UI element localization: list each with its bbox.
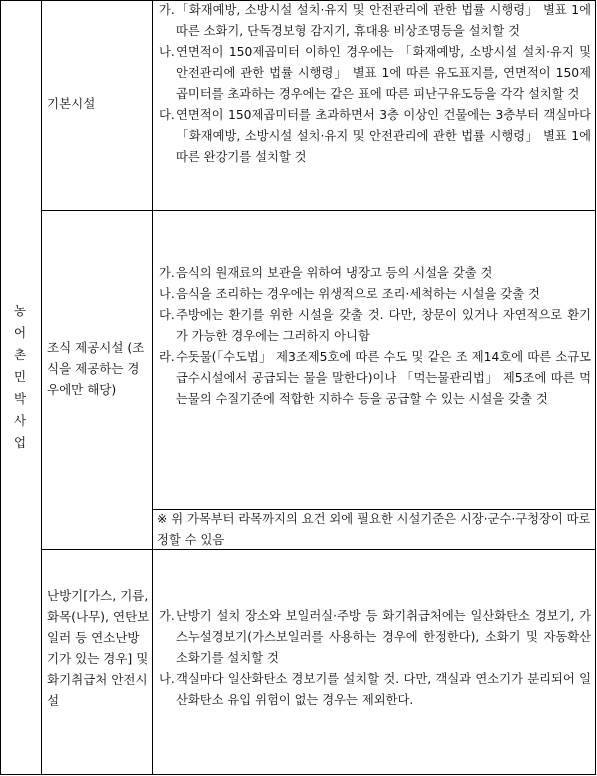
supplementary-note: ※ 위 가목부터 라목까지의 요건 외에 필요한 시설기준은 시장·군수·구청장이 따로 정할 수 있음 — [157, 512, 591, 547]
item-text: 수돗물(「수도법」 제3조제5호에 따른 수도 및 같은 조 제14호에 따른 소규모급수시설에서 공급되는 물을 말한다)이나 「먹는물관리법」 제5조에 따른 먹는물의 수질기준에 적합한 지하수 등을 공급할 수 있는 시설을 갖출 것 — [176, 350, 591, 406]
section-title-char: 박 — [13, 391, 27, 406]
item-text: 음식을 조리하는 경우에는 위생적으로 조리·세척하는 시설을 갖출 것 — [176, 287, 540, 301]
list-item — [159, 347, 591, 410]
list-item — [159, 606, 591, 669]
item-marker: 가. — [159, 266, 175, 280]
section-title-char: 사 — [13, 413, 27, 428]
item-text: 난방기 설치 장소와 보일러실·주방 등 화기취급처에는 일산화탄소 경보기, 가스누설경보기(가스보일러를 사용하는 경우에 한정한다), 소화기 및 자동확산소화기를 설치할 것 — [176, 609, 591, 665]
list-item — [159, 305, 591, 347]
section-title-char: 민 — [13, 369, 27, 384]
category-heating-safety: 난방기[가스, 기름, 화목(나무), 연탄보일러 등 연소난방기가 있는 경우] 및 화기취급처 안전시설 — [47, 588, 150, 708]
category-breakfast-facilities: 조식 제공시설 (조식을 제공하는 경우에만 해당) — [47, 340, 145, 397]
table-border-right — [595, 1, 596, 774]
column-divider — [41, 1, 42, 774]
row-divider — [41, 210, 596, 211]
item-text: 연면적이 150제곱미터 이하인 경우에는 「화재예방, 소방시설 설치·유지 및 안전관리에 관한 법률 시행령」 별표 1에 따른 유도표지를, 연면적이 150제곱미터를 초과하는 경우에는 같은 표에 따른 피난구유도등을 각각 설치할 것 — [176, 45, 591, 101]
section-title-char: 촌 — [13, 347, 27, 362]
breakfast-facilities-items — [159, 263, 591, 410]
column-divider — [152, 1, 153, 774]
table-border-left — [0, 1, 1, 774]
list-item — [159, 105, 591, 168]
item-marker: 나. — [159, 672, 175, 686]
item-marker: 가. — [159, 3, 175, 17]
list-item — [159, 0, 591, 42]
heating-safety-items — [159, 606, 591, 711]
item-text: 객실마다 일산화탄소 경보기를 설치할 것. 다만, 객실과 연소기가 분리되어 일산화탄소 유입 위험이 없는 경우는 제외한다. — [176, 672, 591, 707]
basic-facilities-items — [159, 0, 591, 168]
item-marker: 다. — [159, 108, 175, 122]
list-item — [159, 42, 591, 105]
item-text: 연면적이 150제곱미터를 초과하면서 3층 이상인 건물에는 3층부터 객실마다 「화재예방, 소방시설 설치·유지 및 안전관리에 관한 법률 시행령」 별표 1에 따른 완강기를 설치할 것 — [176, 108, 591, 164]
item-marker: 나. — [159, 45, 175, 59]
category-basic-facilities: 기본시설 — [47, 96, 96, 111]
item-text: 「화재예방, 소방시설 설치·유지 및 안전관리에 관한 법률 시행령」 별표 1에 따른 소화기, 단독경보형 감지기, 휴대용 비상조명등을 설치할 것 — [176, 3, 591, 38]
section-title-char: 업 — [13, 435, 27, 450]
section-title-char: 농 — [13, 303, 27, 318]
list-item — [159, 669, 591, 711]
item-marker: 나. — [159, 287, 175, 301]
item-marker: 다. — [159, 308, 175, 322]
item-marker: 라. — [159, 350, 175, 364]
item-marker: 가. — [159, 609, 175, 623]
list-item — [159, 284, 591, 305]
item-text: 주방에는 환기를 위한 시설을 갖출 것. 다만, 창문이 있거나 자연적으로 환기가 가능한 경우에는 그러하지 아니함 — [176, 308, 591, 343]
section-title-char: 어 — [13, 325, 27, 340]
list-item — [159, 263, 591, 284]
section-title — [3, 300, 37, 454]
item-text: 음식의 원재료의 보관을 위하여 냉장고 등의 시설을 갖출 것 — [176, 266, 493, 280]
